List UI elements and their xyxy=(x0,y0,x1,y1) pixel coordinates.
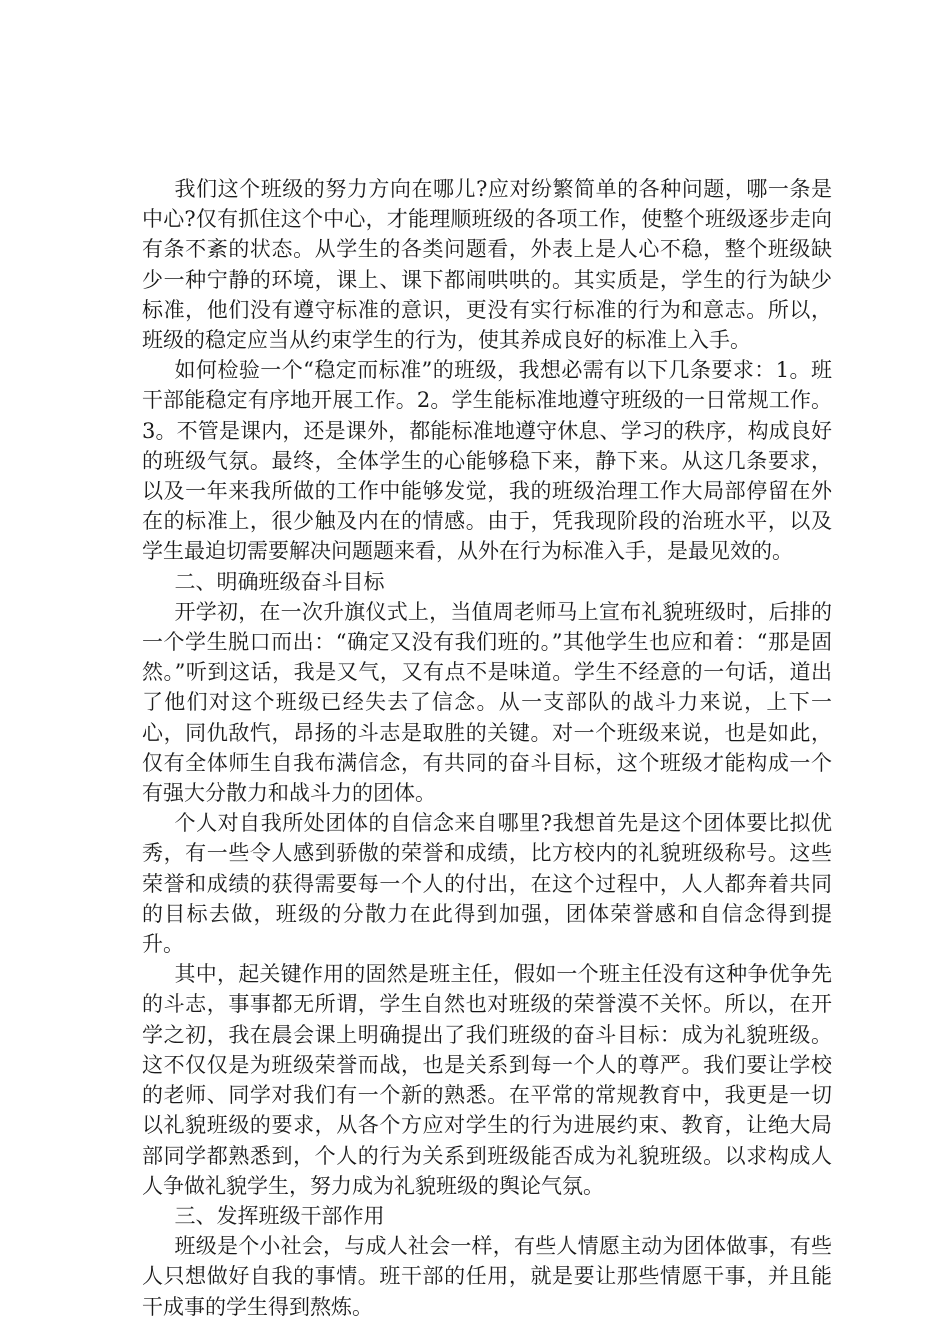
paragraph-5: 其中，起关键作用的固然是班主任，假如一个班主任没有这种争优争先的斗志，事事都无所谓，学生自然也对班级的荣誉漠不关怀。所以，在开学之初，我在晨会课上明确提出了我们班级的奋斗目标：成为礼貌班级。这不仅仅是为班级荣誉而战，也是关系到每一个人的尊严。我们要让学校的老师、同学对我们有一个新的熟悉。在平常的常规教育中，我更是一切以礼貌班级的要求，从各个方应对学生的行为进展约束、教育，让绝大局部同学都熟悉到，个人的行为关系到班级能否成为礼貌班级。以求构成人人争做礼貌学生，努力成为礼貌班级的舆论气氛。 xyxy=(142,962,832,1198)
document-body xyxy=(142,174,832,1322)
paragraph-4: 个人对自我所处团体的自信念来自哪里?我想首先是这个团体要比拟优秀，有一些令人感到骄傲的荣誉和成绩，比方校内的礼貌班级称号。这些荣誉和成绩的获得需要每一个人的付出，在这个过程中，人人都奔着共同的目标去做，班级的分散力在此得到加强，团体荣誉感和自信念得到提升。 xyxy=(142,811,832,957)
paragraph-1: 我们这个班级的努力方向在哪儿?应对纷繁简单的各种问题，哪一条是中心?仅有抓住这个中心，才能理顺班级的各项工作，使整个班级逐步走向有条不紊的状态。从学生的各类问题看，外表上是人心不稳，整个班级缺少一种宁静的环境，课上、课下都闹哄哄的。其实质是，学生的行为缺少标准，他们没有遵守标准的意识，更没有实行标准的行为和意志。所以，班级的稳定应当从约束学生的行为，使其养成良好的标准上入手。 xyxy=(142,177,832,353)
paragraph-6: 班级是个小社会，与成人社会一样，有些人情愿主动为团体做事，有些人只想做好自我的事情。班干部的任用，就是要让那些情愿干事，并且能干成事的学生得到熬炼。 xyxy=(142,1234,832,1319)
paragraph-2: 如何检验一个“稳定而标准”的班级，我想必需有以下几条要求：1。班干部能稳定有序地开展工作。2。学生能标准地遵守班级的一日常规工作。3。不管是课内，还是课外，都能标准地遵守休息、学习的秩序，构成良好的班级气氛。最终，全体学生的心能够稳下来，静下来。从这几条要求，以及一年来我所做的工作中能够发觉，我的班级治理工作大局部停留在外在的标准上，很少触及内在的情感。由于，凭我现阶段的治班水平，以及学生最迫切需要解决问题题来看，从外在行为标准入手，是最见效的。 xyxy=(142,358,832,564)
section-heading-2: 二、明确班级奋斗目标 xyxy=(174,569,385,594)
paragraph-3: 开学初，在一次升旗仪式上，当值周老师马上宣布礼貌班级时，后排的一个学生脱口而出：“确定又没有我们班的。”其他学生也应和着：“那是固然。”听到这话，我是又气，又有点不是味道。学生不经意的一句话，道出了他们对这个班级已经失去了信念。从一支部队的战斗力来说，上下一心，同仇敌忾，昂扬的斗志是取胜的关键。对一个班级来说，也是如此，仅有全体师生自我布满信念，有共同的奋斗目标，这个班级才能构成一个有强大分散力和战斗力的团体。 xyxy=(142,599,832,806)
section-heading-3: 三、发挥班级干部作用 xyxy=(174,1203,385,1228)
